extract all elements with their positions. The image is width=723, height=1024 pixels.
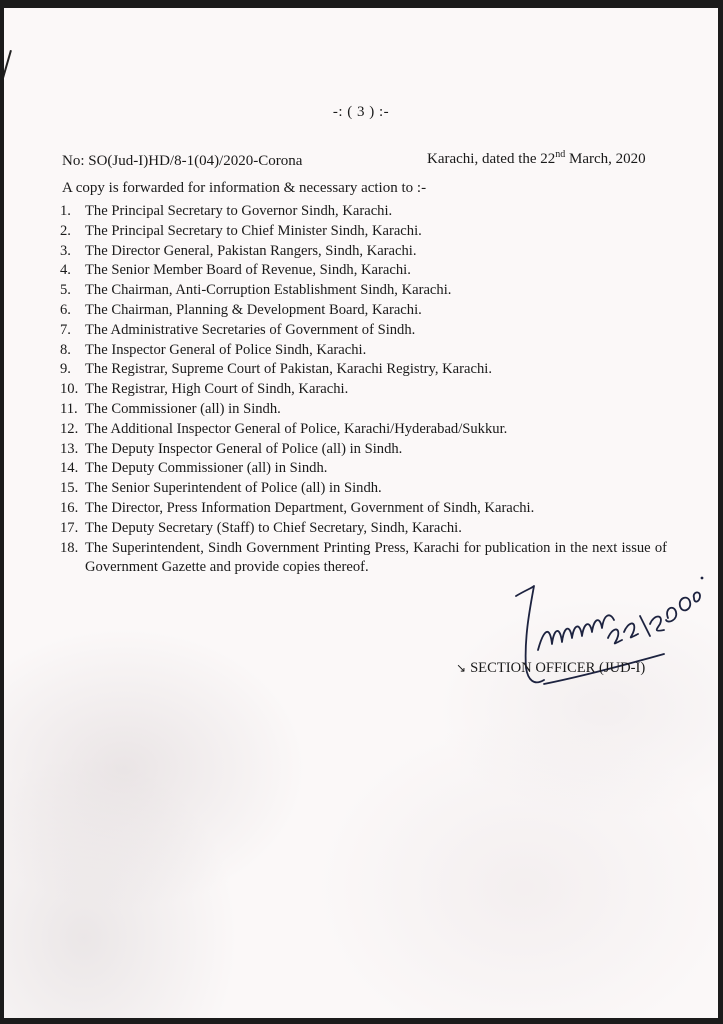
recipient-item: [60, 519, 670, 539]
recipient-item: [60, 459, 670, 479]
recipient-number: 13.: [60, 440, 79, 457]
recipient-number: 15.: [60, 480, 79, 497]
recipient-text: The Principal Secretary to Governor Sindh, Karachi.: [85, 203, 393, 219]
recipient-text: The Senior Member Board of Revenue, Sindh, Karachi.: [85, 262, 411, 279]
recipient-number: 10.: [60, 381, 79, 398]
forwarding-intro: A copy is forwarded for information & necessary action to :-: [62, 180, 427, 196]
recipient-item: [60, 420, 670, 440]
recipient-text: The Administrative Secretaries of Government of Sindh.: [85, 321, 416, 338]
recipient-text: The Chairman, Anti-Corruption Establishment Sindh, Karachi.: [85, 282, 452, 299]
recipient-text: The Deputy Commissioner (all) in Sindh.: [85, 460, 328, 477]
handwritten-signature: [504, 568, 704, 698]
pen-tick-icon: ↘: [456, 661, 467, 675]
recipient-item: [60, 499, 670, 519]
recipient-item: [60, 242, 670, 262]
recipient-item: [60, 321, 670, 341]
recipient-number: 2.: [60, 222, 71, 239]
date-suffix: March, 2020: [565, 151, 646, 167]
recipient-number: 16.: [60, 499, 79, 516]
recipient-text: The Senior Superintendent of Police (all) in Sindh.: [85, 480, 382, 497]
recipient-number: 12.: [60, 420, 79, 437]
recipient-text: The Principal Secretary to Chief Minister Sindh, Karachi.: [85, 222, 422, 239]
recipient-list: [60, 202, 670, 578]
recipient-number: 11.: [60, 400, 78, 417]
recipient-item: [60, 400, 670, 420]
recipient-number: 5.: [60, 282, 71, 299]
designation: SECTION OFFICER (JUD-I): [470, 660, 646, 676]
recipient-item: [60, 261, 670, 281]
recipient-text: The Director, Press Information Department, Government of Sindh, Karachi.: [85, 499, 535, 516]
recipient-item: [60, 301, 670, 321]
recipient-text: The Registrar, Supreme Court of Pakistan, Karachi Registry, Karachi.: [85, 361, 492, 378]
reference-number: No: SO(Jud-I)HD/8-1(04)/2020-Corona: [62, 153, 303, 169]
recipient-text: The Deputy Inspector General of Police (all) in Sindh.: [85, 440, 403, 457]
recipient-item: [60, 440, 670, 460]
recipient-number: 8.: [60, 341, 71, 358]
document-page: [4, 8, 718, 1018]
designation-line: [456, 660, 645, 677]
date-superscript: nd: [555, 149, 566, 160]
recipient-text: The Inspector General of Police Sindh, Karachi.: [85, 341, 367, 358]
recipient-text: The Commissioner (all) in Sindh.: [85, 400, 281, 417]
recipient-item: [60, 380, 670, 400]
recipient-number: 3.: [60, 242, 71, 259]
recipient-text: The Director General, Pakistan Rangers, Sindh, Karachi.: [85, 242, 417, 259]
date-prefix: Karachi, dated the 22: [427, 151, 556, 167]
recipient-number: 9.: [60, 361, 71, 378]
recipient-item: [60, 281, 670, 301]
margin-pen-mark: [4, 50, 12, 106]
page-number: -: ( 3 ) :-: [332, 104, 390, 120]
recipient-text: The Deputy Secretary (Staff) to Chief Secretary, Sindh, Karachi.: [85, 519, 462, 536]
recipient-number: 14.: [60, 460, 79, 477]
recipient-text: The Chairman, Planning & Development Board, Karachi.: [85, 301, 422, 318]
recipient-item: [60, 360, 670, 380]
recipient-item: [60, 222, 670, 242]
recipient-number: 7.: [60, 321, 71, 338]
recipient-item: [60, 479, 670, 499]
recipient-number: 17.: [60, 519, 79, 536]
recipient-number: 1.: [60, 203, 71, 219]
recipient-number: 6.: [60, 301, 71, 318]
recipient-number: 18.: [60, 539, 79, 556]
recipient-text: The Registrar, High Court of Sindh, Karachi.: [85, 381, 349, 398]
recipient-text: The Additional Inspector General of Police, Karachi/Hyderabad/Sukkur.: [85, 420, 508, 437]
recipient-item: [60, 202, 670, 222]
date-line: [427, 151, 646, 168]
recipient-number: 4.: [60, 262, 71, 279]
recipient-item: [60, 341, 670, 361]
recipient-text: The Superintendent, Sindh Government Printing Press, Karachi for publication in the next issue of Government Gazette and provide copies thereof.: [85, 539, 667, 576]
